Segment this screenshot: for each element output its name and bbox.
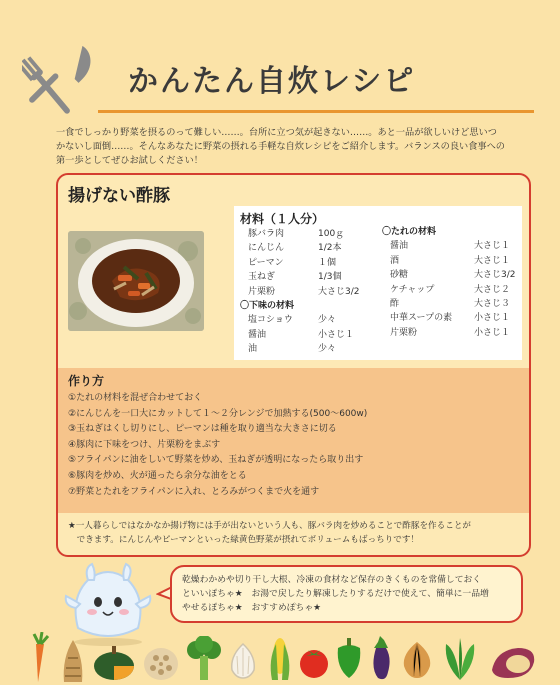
intro-line: 一食でしっかり野菜を摂るのって難しい……。台所に立つ気が起きない……。あと一品が欲しいけど思いつ <box>56 127 497 138</box>
list-item <box>390 326 516 340</box>
ingredients-box <box>234 206 522 360</box>
intro-line: 第一歩としてぜひお試しください！ <box>56 155 203 166</box>
note-line: できます。にんじんやピーマンといった緑黄色野菜が摂れてボリュームもばっちりです！ <box>68 535 420 545</box>
lotus-root-icon <box>142 642 180 682</box>
step-item: ③玉ねぎはくし切りにし、ピーマンは種を取り適当な大きさに切る <box>68 424 337 435</box>
sweet-potato-icon <box>488 642 538 682</box>
ingredient-amount: 大さじ２ <box>474 284 511 295</box>
list-item <box>248 285 360 299</box>
ingredient-name: 酒 <box>390 255 400 266</box>
list-item <box>248 227 360 241</box>
steps-section <box>58 368 529 513</box>
page-title: かんたん自炊レシピ <box>128 64 416 99</box>
step-item: ②にんじんを一口大にカットして１～２分レンジで加熱する(500～600w) <box>68 408 368 419</box>
ingredient-name: 塩コショウ <box>248 315 293 326</box>
tip-line: やせるぽちゃ★ おすすめぽちゃ★ <box>182 603 322 613</box>
corn-icon <box>266 634 294 682</box>
list-item <box>390 297 516 311</box>
ingredient-amount: 大さじ3/2 <box>474 270 516 281</box>
ingredients-left-column <box>240 227 360 357</box>
vegetable-row <box>0 628 560 685</box>
intro-text <box>56 126 524 168</box>
list-item <box>248 342 360 356</box>
broccoli-icon <box>184 636 224 682</box>
ingredient-name: にんじん <box>248 243 285 254</box>
list-item <box>248 328 360 342</box>
ingredient-amount: 100ｇ <box>318 229 345 239</box>
list-item <box>390 239 516 253</box>
ingredient-amount: １個 <box>318 257 337 268</box>
ingredient-name: ピーマン <box>248 257 284 268</box>
ingredient-amount: 小さじ１ <box>318 329 355 340</box>
list-item <box>390 283 516 297</box>
ingredient-amount: 少々 <box>318 344 337 355</box>
ingredients-right-column <box>382 225 516 340</box>
ingredient-name: 醤油 <box>248 329 267 340</box>
sauce-title: 〇たれの材料 <box>382 227 437 237</box>
pumpkin-icon <box>92 642 136 682</box>
seasoning-title: 〇下味の材料 <box>240 301 295 312</box>
tip-line: といいぽちゃ★ お湯で戻したり解凍したりするだけで使えて、簡単に一品増 <box>182 589 489 599</box>
list-item <box>248 270 360 284</box>
ingredient-name: 片栗粉 <box>390 327 418 338</box>
ingredient-name: 玉ねぎ <box>248 272 276 283</box>
recipe-name: 揚げない酢豚 <box>68 186 170 206</box>
ingredient-name: 片栗粉 <box>248 286 276 297</box>
list-item <box>390 254 516 268</box>
ingredient-name: 豚バラ肉 <box>248 229 285 239</box>
step-item: ⑥豚肉を炒め、火が通ったら余分な油をとる <box>68 470 247 481</box>
carrot-icon <box>22 632 54 684</box>
ingredient-amount: 1/2本 <box>318 243 342 254</box>
ingredient-name: 油 <box>248 344 258 355</box>
steps-title: 作り方 <box>68 374 105 388</box>
ingredient-name: 中華スープの素 <box>390 313 453 324</box>
step-item: ①たれの材料を混ぜ合わせておく <box>68 393 203 403</box>
ingredient-name: 砂糖 <box>390 270 409 281</box>
tomato-icon <box>298 642 330 680</box>
tip-line: 乾燥わかめや切り干し大根、冷凍の食材など保存のきくものを常備しておく <box>182 575 482 585</box>
recipe-note <box>68 519 520 547</box>
list-item <box>390 311 516 325</box>
bamboo-shoot-icon <box>60 638 86 684</box>
ingredient-name: ケチャップ <box>390 284 435 295</box>
eggplant-icon <box>368 634 394 682</box>
list-item <box>248 256 360 270</box>
sweet-sour-pork-photo <box>68 231 204 331</box>
tip-bubble <box>170 565 523 623</box>
green-pepper-icon <box>334 636 364 680</box>
title-underline <box>98 110 534 113</box>
ingredient-amount: 大さじ１ <box>474 255 511 266</box>
ingredient-amount: 大さじ１ <box>474 241 511 252</box>
recipe-card <box>56 173 531 557</box>
list-item <box>248 313 360 327</box>
ingredient-amount: 大さじ3/2 <box>318 286 360 297</box>
step-item: ④豚肉に下味をつけ、片栗粉をまぶす <box>68 439 221 450</box>
fork-knife-icon <box>22 40 100 118</box>
intro-line: かないし面倒……。そんなあなたに野菜の摂れる手軽な自炊レシピをご紹介します。バランスの良い食事への <box>56 141 505 152</box>
ingredient-amount: 少々 <box>318 315 337 326</box>
ingredient-name: 酢 <box>390 299 400 310</box>
spinach-icon <box>438 634 482 682</box>
ingredient-amount: 大さじ３ <box>474 299 511 310</box>
list-item <box>390 268 516 282</box>
ingredient-amount: 小さじ１ <box>474 327 511 338</box>
ingredient-name: 醤油 <box>390 241 409 252</box>
list-item <box>248 241 360 255</box>
step-item: ⑤フライパンに油をしいて野菜を炒め、玉ねぎが透明になったら取り出す <box>68 455 364 466</box>
step-item: ⑦野菜とたれをフライパンに入れ、とろみがつくまで火を通す <box>68 486 320 497</box>
ingredient-amount: 1/3個 <box>318 272 342 283</box>
garlic-icon <box>226 640 260 680</box>
onion-icon <box>400 638 434 680</box>
ingredients-title: 材料（１人分） <box>240 212 325 226</box>
note-line: ★一人暮らしではなかなか揚げ物には手が出ないという人も、豚バラ肉を炒めることで酢豚を作ることが <box>68 521 472 531</box>
ingredient-amount: 小さじ１ <box>474 313 511 324</box>
